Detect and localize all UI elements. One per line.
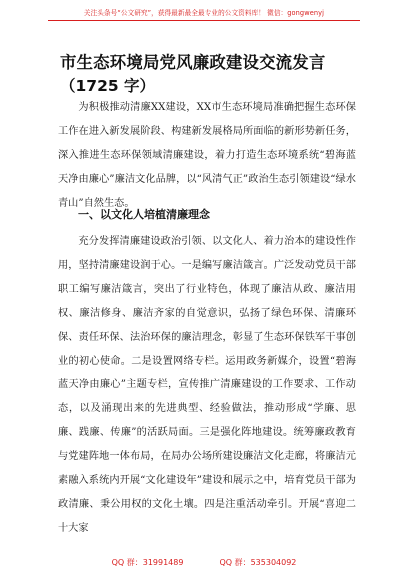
section-heading-1: 一、以文化人培植清廉理念 [78, 208, 210, 221]
footer-contact [0, 557, 408, 568]
paragraph-2: 充分发挥清廉建设政治引领、以文化人、着力治本的建设性作用，坚持清廉建设润于心。一是编写廉洁箴言。广泛发动党员干部职工编写廉洁箴言，突出了行业特色，体现了廉洁从政、廉洁用权、廉洁修身、廉洁齐家的自觉意识，弘扬了绿色环保、清廉环保、责任环保、法治环保的廉洁理念，彰显了生态环保铁军干事创业的初心使命。二是设置网络专栏。运用政务新媒介，设置“碧海蓝天净由廉心”主题专栏，宣传推广清廉建设的工作要求、工作动态，以及涌现出来的先进典型、经验做法，推动形成“学廉、思廉、践廉、传廉”的活跃局面。三是强化阵地建设。统筹廉政教育与党建阵地一体布局，在局办公场所建设廉洁文化走廊，将廉洁元素融入系统内开展“文化建设年”建设和展示之中，培育党员干部为政清廉、秉公用权的文化土壤。四是注重活动牵引。开展“喜迎二十大家 [58, 236, 356, 534]
header-watermark-note: 关注头条号“公文研究”，获得最新最全最专业的公文资料库！ 微信：gongwenyj [83, 9, 325, 17]
footer-qq-group-1: QQ 群：31991489 [111, 558, 184, 567]
footer-qq-group-2: QQ 群：535304092 [219, 558, 297, 567]
document-title: 市生态环境局党风廉政建设交流发言 [60, 53, 326, 72]
paragraph-1: 为积极推动清廉XX建设，XX市生态环境局准确把握生态环保工作在进入新发展阶段、构建新发展格局所面临的新形势新任务，深入推进生态环保领域清廉建设，着力打造生态环境系统“碧海蓝天净由廉心”廉洁文化品牌，以“风清气正”政治生态引领建设“绿水青山”自然生态。 [58, 102, 356, 209]
header-rule [48, 20, 360, 21]
document-word-count: （1725 字） [60, 77, 156, 95]
